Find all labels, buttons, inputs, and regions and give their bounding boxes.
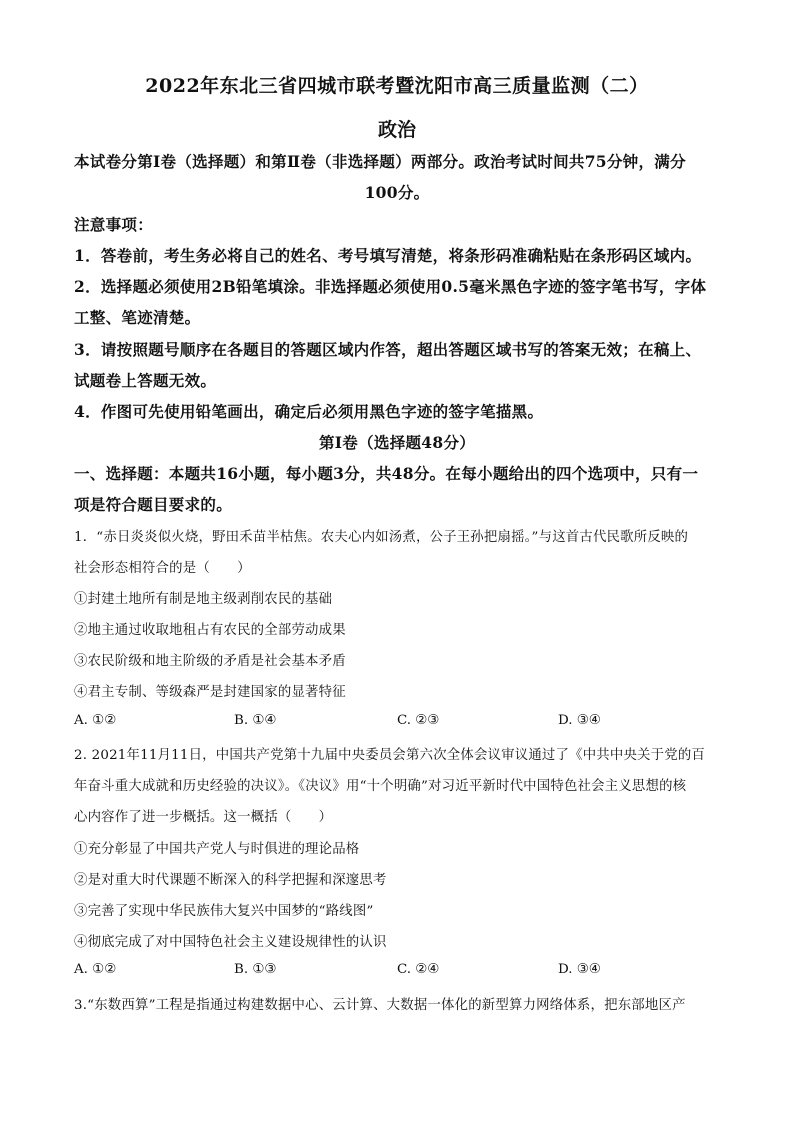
q1-statement-2: ②地主通过收取地租占有农民的全部劳动成果 <box>74 623 346 638</box>
note-item-3: 3．请按照题号顺序在各题目的答题区域内作答，超出答题区域书写的答案无效；在稿上、 <box>74 340 702 359</box>
q1-option-b: B. ①④ <box>234 713 277 728</box>
q2-stem-line-3: 心内容作了进一步概括。这一概括（ ） <box>74 810 333 825</box>
q3-stem-line-1: 3.“东数西算”工程是指通过构建数据中心、云计算、大数据一体化的新型算力网络体系，把东部地区产 <box>74 998 686 1013</box>
note-item-3-cont: 试题卷上答题无效。 <box>74 371 217 390</box>
subject-title: 政治 <box>377 119 416 141</box>
q2-statement-1: ①充分彰显了中国共产党人与时俱进的理论品格 <box>74 842 360 857</box>
section-instructions-2: 项是符合题目要求的。 <box>74 495 233 514</box>
notes-heading: 注意事项： <box>74 215 154 234</box>
q2-statement-2: ②是对重大时代课题不断深入的科学把握和深邃思考 <box>74 873 387 888</box>
intro-line-1: 本试卷分第Ⅰ卷（选择题）和第Ⅱ卷（非选择题）两部分。政治考试时间共75分钟，满分 <box>74 152 686 171</box>
q1-stem-line-2: 社会形态相符合的是（ ） <box>74 561 251 576</box>
q1-statement-4: ④君主专制、等级森严是封建国家的显著特征 <box>74 685 346 700</box>
section-title: 第Ⅰ卷（选择题48分） <box>318 433 476 452</box>
q2-option-c: C. ②④ <box>397 962 440 977</box>
q2-option-b: B. ①③ <box>234 962 277 977</box>
q2-option-d: D. ③④ <box>558 962 601 977</box>
q2-statement-4: ④彻底完成了对中国特色社会主义建设规律性的认识 <box>74 935 387 950</box>
intro-line-2: 100分。 <box>364 183 430 202</box>
note-item-1: 1．答卷前，考生务必将自己的姓名、考号填写清楚，将条形码准确粘贴在条形码区域内。 <box>74 246 702 265</box>
q1-option-c: C. ②③ <box>397 713 440 728</box>
q1-option-a: A. ①② <box>74 713 117 728</box>
q2-option-a: A. ①② <box>74 962 117 977</box>
q2-statement-3: ③完善了实现中华民族伟大复兴中国梦的“路线图” <box>74 904 374 919</box>
note-item-2: 2．选择题必须使用2B铅笔填涂。非选择题必须使用0.5毫米黑色字迹的签字笔书写，字体 <box>74 277 707 296</box>
q1-statement-3: ③农民阶级和地主阶级的矛盾是社会基本矛盾 <box>74 654 346 669</box>
q1-statement-1: ①封建土地所有制是地主级剥削农民的基础 <box>74 592 333 607</box>
section-instructions-1: 一、选择题：本题共16小题，每小题3分，共48分。在每小题给出的四个选项中，只有一 <box>74 464 699 483</box>
note-item-2-cont: 工整、笔迹清楚。 <box>74 308 201 327</box>
q2-stem-line-2: 年奋斗重大成就和历史经验的决议》。《决议》用“十个明确”对习近平新时代中国特色社会主义思想的核 <box>74 779 687 794</box>
q1-option-d: D. ③④ <box>558 713 601 728</box>
q2-stem-line-1: 2. 2021年11月11日，中国共产党第十九届中央委员会第六次全体会议审议通过了《中共中央关于党的百 <box>74 748 706 763</box>
exam-title: 2022年东北三省四城市联考暨沈阳市高三质量监测（二） <box>145 75 649 97</box>
q1-stem-line-1: 1．“赤日炎炎似火烧，野田禾苗半枯焦。农夫心内如汤煮，公子王孙把扇摇。”与这首古代民歌所反映的 <box>74 530 689 545</box>
note-item-4: 4．作图可先使用铅笔画出，确定后必须用黑色字迹的签字笔描黑。 <box>74 402 544 421</box>
